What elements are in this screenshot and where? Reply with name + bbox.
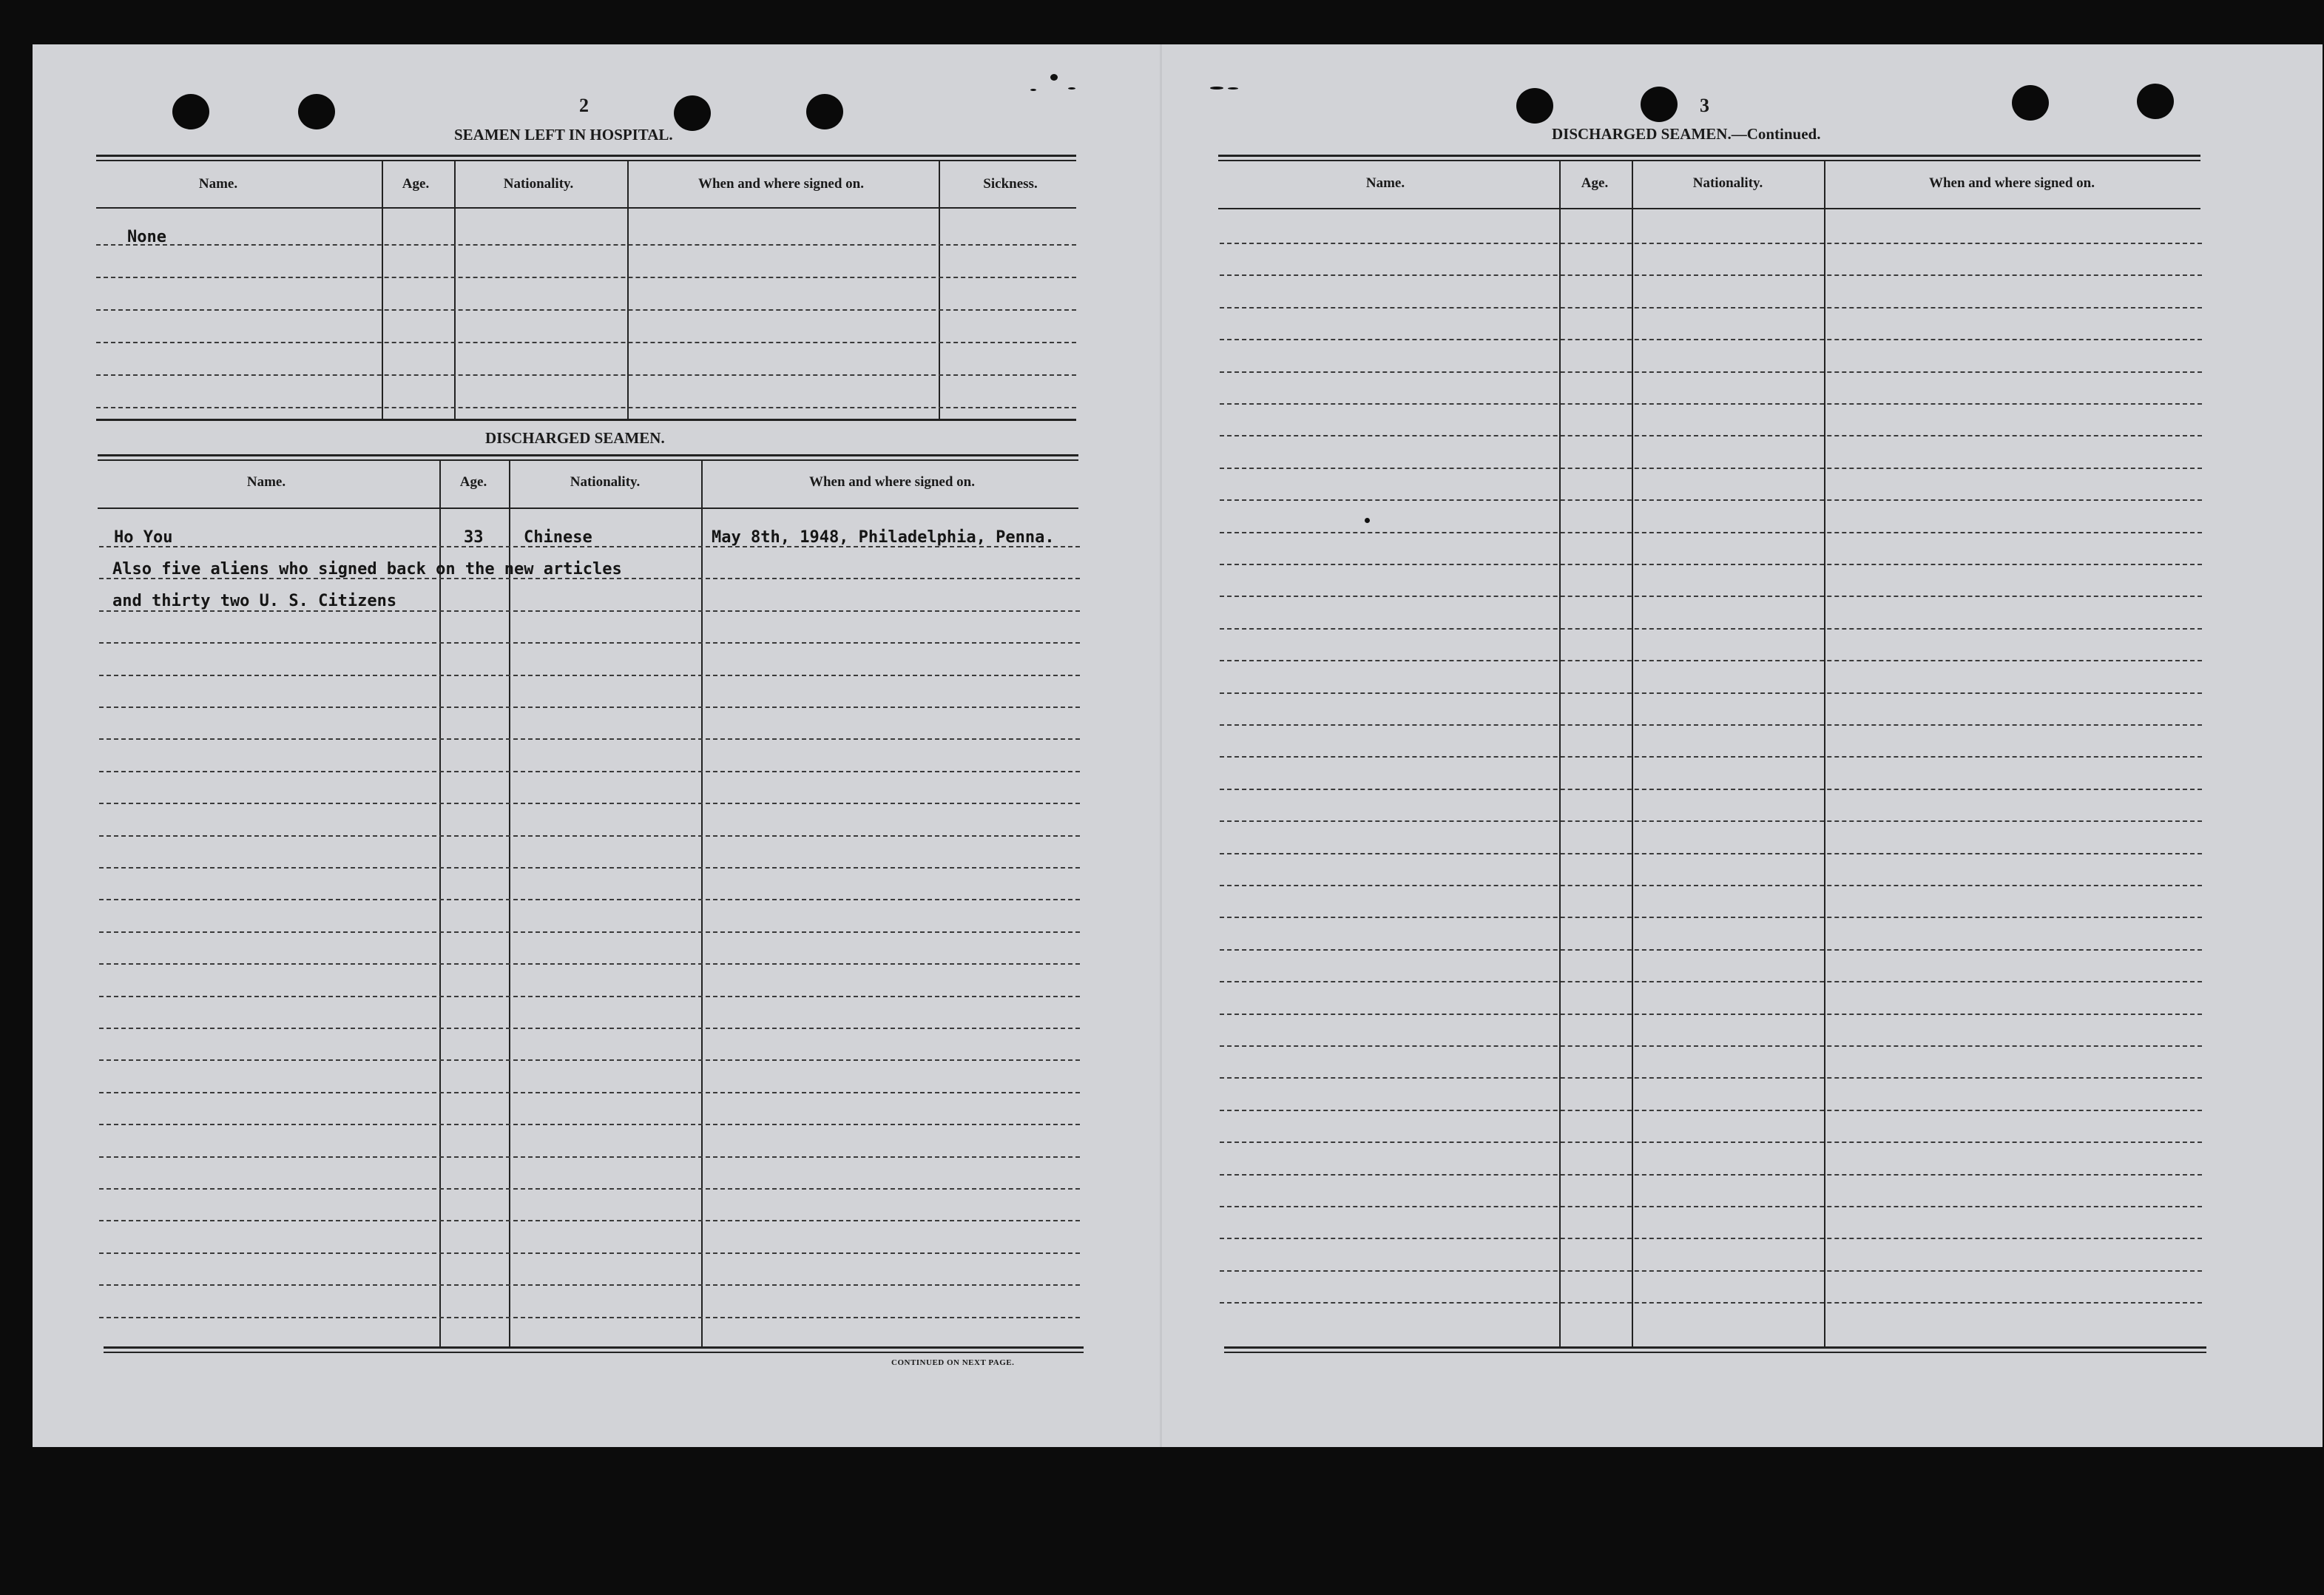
ruled-line bbox=[99, 996, 1080, 997]
discharged-row-nationality: Chinese bbox=[524, 528, 592, 547]
ruled-line bbox=[99, 899, 1080, 900]
table-rule bbox=[96, 207, 1076, 209]
ruled-line bbox=[99, 1317, 1080, 1318]
ruled-line bbox=[99, 1028, 1080, 1029]
note-line: Also five aliens who signed back on the new articles bbox=[112, 560, 622, 579]
ruled-line bbox=[99, 931, 1080, 933]
column-divider bbox=[382, 160, 383, 419]
ruled-line bbox=[1220, 1045, 2202, 1047]
ruled-line bbox=[1220, 596, 2202, 597]
ruled-line bbox=[1220, 1014, 2202, 1015]
ruled-line bbox=[1220, 1302, 2202, 1304]
ruled-line bbox=[99, 771, 1080, 772]
right-col-nationality: Nationality. bbox=[1692, 175, 1763, 191]
punch-hole bbox=[172, 94, 209, 129]
ruled-line bbox=[1220, 532, 2202, 533]
right-col-name: Name. bbox=[1365, 175, 1405, 191]
hospital-col-age: Age. bbox=[402, 176, 430, 192]
continued-footer: CONTINUED ON NEXT PAGE. bbox=[891, 1358, 1015, 1367]
hospital-col-name: Name. bbox=[198, 176, 238, 192]
column-divider bbox=[627, 160, 629, 419]
ruled-line bbox=[1220, 499, 2202, 501]
discharged-col-age: Age. bbox=[459, 474, 487, 490]
ruled-line bbox=[99, 867, 1080, 869]
column-divider bbox=[454, 160, 456, 419]
punch-hole bbox=[2012, 85, 2049, 121]
right-section-title: DISCHARGED SEAMEN.—Continued. bbox=[1552, 125, 1821, 143]
ink-speck bbox=[1068, 87, 1075, 90]
page-number-right: 3 bbox=[1700, 95, 1709, 116]
column-divider bbox=[1824, 160, 1825, 1346]
ruled-line bbox=[99, 675, 1080, 676]
ruled-line bbox=[1220, 628, 2202, 630]
ruled-line bbox=[99, 1059, 1080, 1061]
ruled-line bbox=[1220, 981, 2202, 982]
ruled-line bbox=[1220, 789, 2202, 790]
ruled-line bbox=[1220, 756, 2202, 758]
ruled-line bbox=[96, 244, 1076, 246]
ruled-line bbox=[96, 309, 1076, 311]
ruled-line bbox=[99, 610, 1080, 612]
hospital-section-title: SEAMEN LEFT IN HOSPITAL. bbox=[454, 126, 673, 144]
table-rule bbox=[1218, 160, 2200, 161]
table-rule bbox=[96, 155, 1076, 157]
ruled-line bbox=[1220, 724, 2202, 726]
ruled-line bbox=[1220, 371, 2202, 373]
ruled-line bbox=[1220, 403, 2202, 405]
column-divider bbox=[439, 459, 441, 1347]
table-rule bbox=[96, 160, 1076, 161]
table-rule bbox=[98, 508, 1078, 509]
ruled-line bbox=[1220, 307, 2202, 308]
discharged-row-name: Ho You bbox=[114, 528, 173, 547]
table-rule bbox=[1218, 208, 2200, 209]
note-line: and thirty two U. S. Citizens bbox=[112, 592, 397, 610]
document-sheet bbox=[33, 44, 2323, 1447]
ruled-line bbox=[1220, 1077, 2202, 1079]
discharged-row-signed-on: May 8th, 1948, Philadelphia, Penna. bbox=[712, 528, 1055, 547]
ruled-line bbox=[1220, 1142, 2202, 1143]
column-divider bbox=[939, 160, 940, 419]
page-fold bbox=[1160, 44, 1162, 1447]
ruled-line bbox=[99, 1156, 1080, 1158]
ruled-line bbox=[1220, 1238, 2202, 1239]
table-rule bbox=[98, 454, 1078, 456]
table-rule bbox=[98, 459, 1078, 461]
ruled-line bbox=[99, 1220, 1080, 1221]
ruled-line bbox=[1220, 917, 2202, 918]
ruled-line bbox=[1220, 339, 2202, 340]
discharged-row-age: 33 bbox=[464, 528, 484, 547]
ruled-line bbox=[99, 1124, 1080, 1125]
column-divider bbox=[701, 459, 703, 1347]
table-rule bbox=[1224, 1346, 2206, 1349]
column-divider bbox=[1632, 160, 1633, 1346]
hospital-col-nationality: Nationality. bbox=[503, 176, 574, 192]
discharged-col-nationality: Nationality. bbox=[570, 474, 641, 490]
hospital-entry: None bbox=[127, 228, 166, 246]
ruled-line bbox=[99, 738, 1080, 740]
punch-hole bbox=[806, 94, 843, 129]
ink-speck bbox=[1030, 89, 1036, 91]
ruled-line bbox=[1220, 1174, 2202, 1176]
ruled-line bbox=[1220, 243, 2202, 244]
ink-speck bbox=[1365, 518, 1370, 523]
ruled-line bbox=[99, 1252, 1080, 1254]
table-rule bbox=[1224, 1352, 2206, 1353]
table-rule bbox=[104, 1352, 1084, 1353]
ruled-line bbox=[99, 707, 1080, 708]
ruled-line bbox=[1220, 435, 2202, 436]
ink-speck bbox=[1210, 87, 1223, 90]
ruled-line bbox=[1220, 853, 2202, 854]
ruled-line bbox=[1220, 949, 2202, 951]
discharged-col-name: Name. bbox=[246, 474, 286, 490]
ruled-line bbox=[99, 963, 1080, 965]
ink-speck bbox=[1228, 87, 1238, 90]
ruled-line bbox=[99, 835, 1080, 837]
punch-hole bbox=[674, 95, 711, 131]
ruled-line bbox=[96, 407, 1076, 408]
punch-hole bbox=[2137, 84, 2174, 119]
page-number-left: 2 bbox=[579, 95, 589, 116]
discharged-col-signed-on: When and where signed on. bbox=[808, 474, 976, 490]
ruled-line bbox=[99, 642, 1080, 644]
ruled-line bbox=[99, 803, 1080, 804]
ruled-line bbox=[99, 1188, 1080, 1190]
ruled-line bbox=[1220, 274, 2202, 276]
ruled-line bbox=[1220, 1270, 2202, 1272]
hospital-col-signed-on: When and where signed on. bbox=[697, 176, 865, 192]
ruled-line bbox=[1220, 468, 2202, 469]
ruled-line bbox=[99, 1092, 1080, 1093]
right-col-signed-on: When and where signed on. bbox=[1928, 175, 2095, 191]
hospital-col-sickness: Sickness. bbox=[983, 176, 1038, 192]
punch-hole bbox=[1641, 87, 1678, 122]
punch-hole bbox=[298, 94, 335, 129]
ink-speck bbox=[1050, 74, 1058, 81]
punch-hole bbox=[1516, 88, 1553, 124]
ruled-line bbox=[96, 342, 1076, 343]
ruled-line bbox=[1220, 885, 2202, 886]
table-rule bbox=[96, 419, 1076, 421]
discharged-section-title: DISCHARGED SEAMEN. bbox=[485, 429, 665, 447]
ruled-line bbox=[1220, 564, 2202, 565]
column-divider bbox=[1559, 160, 1561, 1346]
ruled-line bbox=[1220, 820, 2202, 822]
ruled-line bbox=[1220, 692, 2202, 694]
table-rule bbox=[104, 1346, 1084, 1349]
ruled-line bbox=[99, 1284, 1080, 1286]
column-divider bbox=[509, 459, 510, 1347]
ruled-line bbox=[1220, 1110, 2202, 1111]
ruled-line bbox=[1220, 660, 2202, 661]
ruled-line bbox=[96, 374, 1076, 376]
ruled-line bbox=[96, 277, 1076, 278]
table-rule bbox=[1218, 155, 2200, 157]
right-col-age: Age. bbox=[1581, 175, 1609, 191]
ruled-line bbox=[1220, 1206, 2202, 1207]
